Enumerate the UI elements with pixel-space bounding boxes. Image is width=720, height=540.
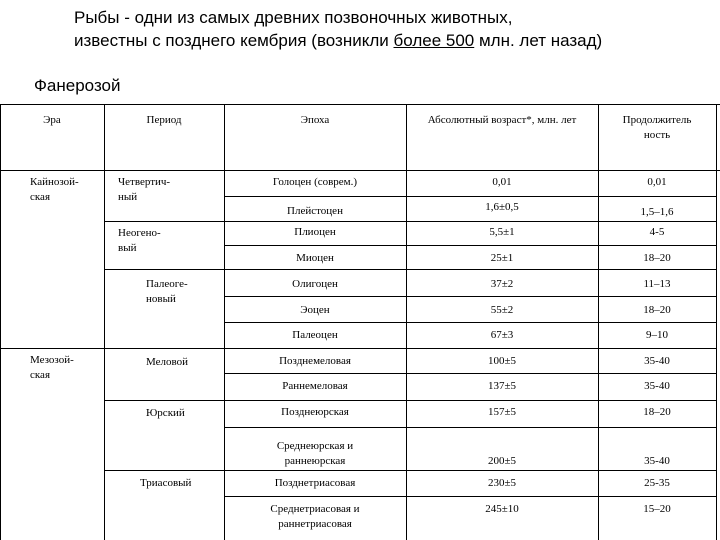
table-top-border <box>0 104 720 105</box>
duration-cell: 1,5–1,6 <box>640 206 674 218</box>
age-cell: 157±5 <box>487 406 517 418</box>
epoch-cell: Плейстоцен <box>287 205 343 217</box>
row-divider <box>224 427 716 428</box>
header-epoch: Эпоха <box>300 114 330 126</box>
heading-line-2-start: известны с позднего кембрия (возникли <box>74 31 394 50</box>
age-cell: 200±5 <box>487 455 517 467</box>
epoch-cell: Голоцен (соврем.) <box>272 176 358 188</box>
column-divider-period <box>224 104 225 540</box>
period-divider-2 <box>104 269 224 270</box>
header-era: Эра <box>43 114 61 126</box>
duration-cell: 18–20 <box>643 304 671 316</box>
age-cell: 55±2 <box>490 304 514 316</box>
duration-cell: 35-40 <box>644 455 670 467</box>
heading-underlined-figure: более 500 <box>393 31 475 50</box>
duration-cell: 35-40 <box>644 380 670 392</box>
row-divider <box>224 322 716 323</box>
age-cell: 137±5 <box>487 380 517 392</box>
period-divider-4 <box>104 400 224 401</box>
age-cell: 25±1 <box>490 252 514 264</box>
table-left-border <box>0 104 1 540</box>
slide-heading <box>74 6 714 52</box>
age-cell: 230±5 <box>487 477 517 489</box>
age-cell: 37±2 <box>490 278 514 290</box>
epoch-cell: Среднеюрская и раннеюрская <box>276 440 354 467</box>
period-neogene: Неогено- вый <box>118 227 161 254</box>
duration-cell: 18–20 <box>643 252 671 264</box>
row-divider <box>224 269 716 270</box>
age-cell: 245±10 <box>485 503 519 515</box>
epoch-cell: Палеоцен <box>292 329 338 341</box>
row-divider <box>224 348 716 349</box>
duration-cell: 9–10 <box>646 329 668 341</box>
age-cell: 5,5±1 <box>489 226 515 238</box>
header-age: Абсолютный возраст*, млн. лет <box>427 114 577 126</box>
period-divider-1 <box>104 221 224 222</box>
row-divider <box>224 245 716 246</box>
row-divider <box>224 496 716 497</box>
age-cell: 67±3 <box>490 329 514 341</box>
epoch-cell: Олигоцен <box>292 278 338 290</box>
heading-line-2-end: млн. лет назад) <box>474 31 603 50</box>
epoch-cell: Позднемеловая <box>279 355 351 367</box>
column-divider-age <box>598 104 599 540</box>
period-triassic: Триасовый <box>140 477 192 489</box>
heading-line-1: Рыбы - одни из самых древних позвоночных животных, <box>74 8 513 27</box>
duration-cell: 25-35 <box>644 477 670 489</box>
age-cell: 0,01 <box>492 176 512 188</box>
row-divider <box>224 196 716 197</box>
header-duration: Продолжитель ность <box>622 114 692 141</box>
duration-cell: 18–20 <box>643 406 671 418</box>
epoch-cell: Позднетриасовая <box>274 477 356 489</box>
heading-line-2 <box>74 29 714 52</box>
row-divider <box>224 470 716 471</box>
row-divider <box>224 400 716 401</box>
duration-cell: 15–20 <box>643 503 671 515</box>
period-jurassic: Юрский <box>146 407 185 419</box>
header-divider <box>0 170 720 171</box>
row-divider <box>224 296 716 297</box>
period-quaternary: Четвертич- ный <box>118 176 171 203</box>
period-divider-5 <box>104 470 224 471</box>
era-divider <box>0 348 104 349</box>
period-paleogene: Палеоге- новый <box>146 278 188 305</box>
duration-cell: 35-40 <box>644 355 670 367</box>
era-cenozoic: Кайнозой- ская <box>30 176 79 203</box>
age-cell: 1,6±0,5 <box>485 201 519 213</box>
column-divider-epoch <box>406 104 407 540</box>
row-divider <box>224 221 716 222</box>
duration-cell: 11–13 <box>643 278 671 290</box>
epoch-cell: Позднеюрская <box>281 406 349 418</box>
epoch-cell: Эоцен <box>300 304 330 316</box>
epoch-cell: Среднетриасовая и раннетриасовая <box>270 503 360 530</box>
period-cretaceous: Меловой <box>146 356 189 368</box>
table-right-border <box>716 104 717 540</box>
header-period: Период <box>146 114 182 126</box>
epoch-cell: Плиоцен <box>294 226 336 238</box>
epoch-cell: Миоцен <box>296 252 334 264</box>
row-divider <box>224 373 716 374</box>
section-title: Фанерозой <box>34 76 121 95</box>
age-cell: 100±5 <box>487 355 517 367</box>
column-divider-era <box>104 104 105 540</box>
era-mesozoic: Мезозой- ская <box>30 354 74 381</box>
duration-cell: 4-5 <box>649 226 665 238</box>
epoch-cell: Раннемеловая <box>282 380 348 392</box>
period-divider-3 <box>104 348 224 349</box>
duration-cell: 0,01 <box>647 176 667 188</box>
